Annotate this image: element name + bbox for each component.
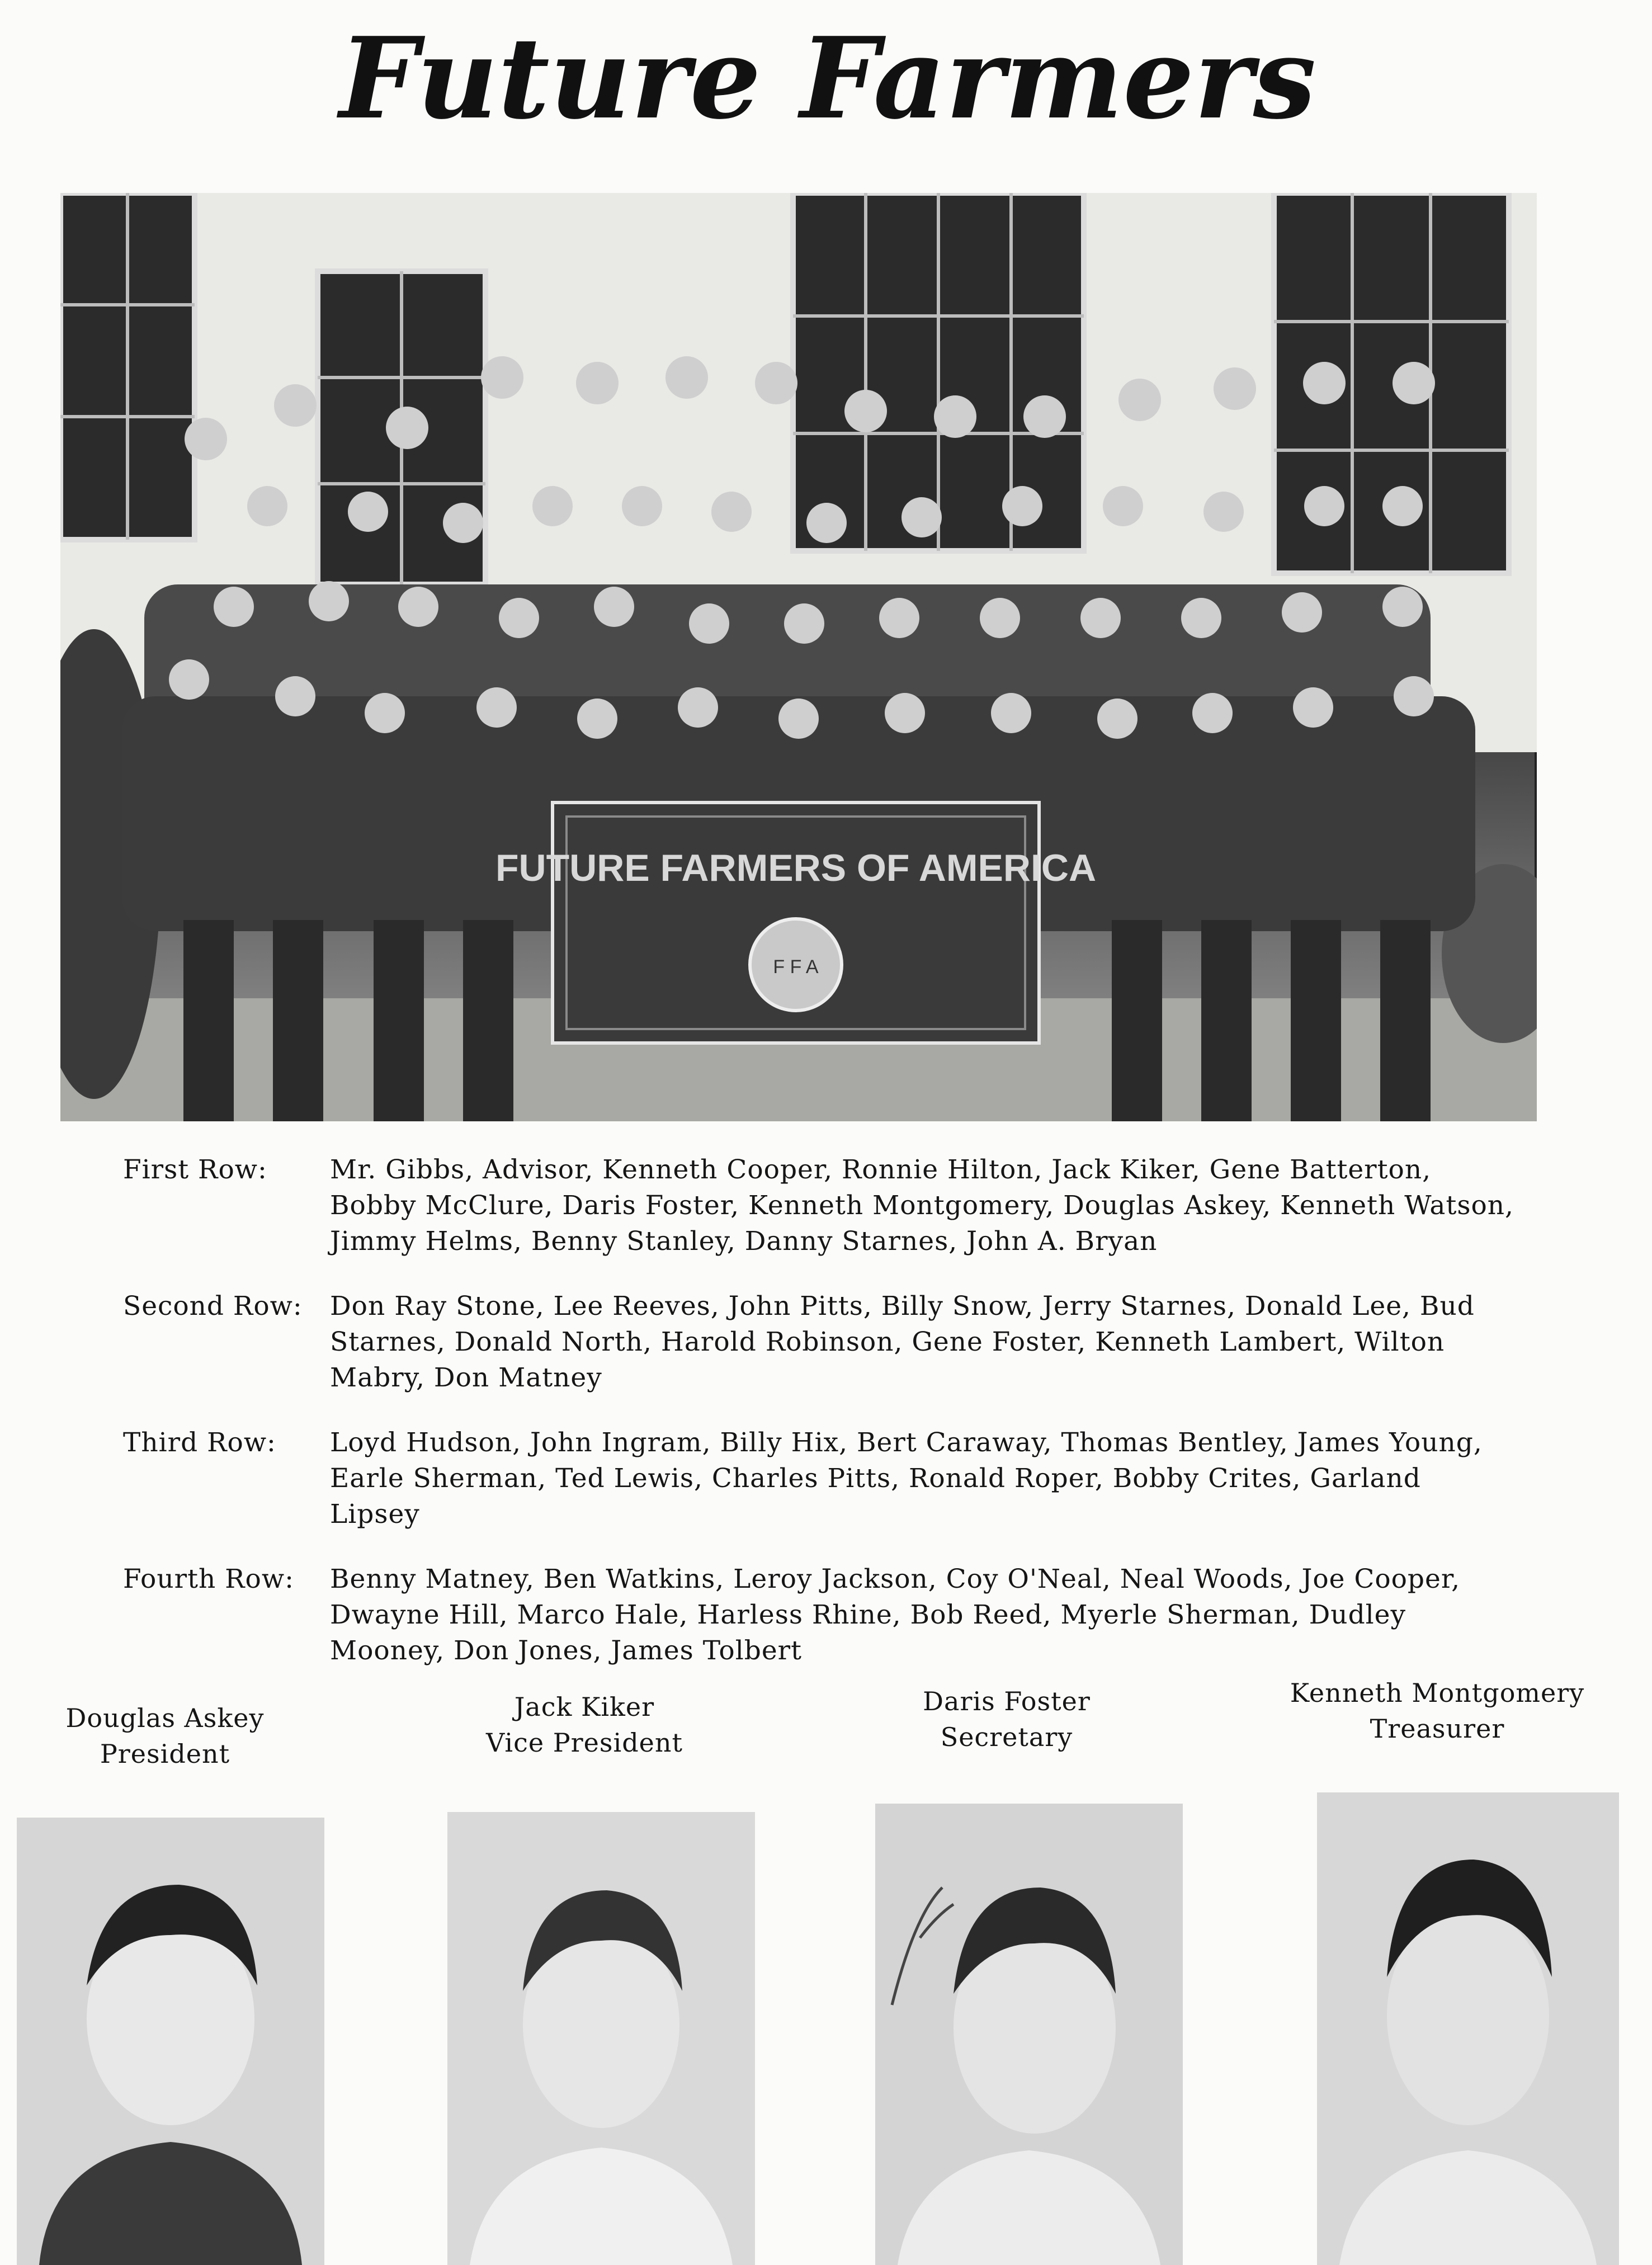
- group-photo: [60, 193, 1537, 1121]
- ffa-emblem: F F A: [773, 956, 819, 978]
- roster-row-names: Loyd Hudson, John Ingram, Billy Hix, Bert Caraway, Thomas Bentley, James Young, Earle Sherman, Ted Lewis, Charles Pitts, Ronald Roper, Bobby Crites, Garland Lipsey: [330, 1427, 1483, 1530]
- roster-row-names: Don Ray Stone, Lee Reeves, John Pitts, Billy Snow, Jerry Starnes, Donald Lee, Bud Starnes, Donald North, Harold Robinson, Gene Foster, Kenneth Lambert, Wilton Mabry, Don Matney: [330, 1291, 1475, 1393]
- roster-row-label: First Row:: [123, 1154, 267, 1185]
- roster-row-fourth: [123, 1561, 1521, 1669]
- portrait-president: [17, 1818, 324, 2265]
- page-title: [0, 11, 1652, 157]
- officer-caption-vice-president: [447, 1689, 721, 1761]
- officer-title: Treasurer: [1370, 1714, 1505, 1744]
- portrait-secretary: [875, 1804, 1183, 2265]
- officer-title: Vice President: [486, 1728, 683, 1758]
- officer-title: Secretary: [940, 1722, 1073, 1752]
- officer-name: Jack Kiker: [514, 1692, 655, 1722]
- roster-row-label: Fourth Row:: [123, 1564, 294, 1594]
- officer-name: Douglas Askey: [65, 1703, 265, 1733]
- roster-row-first: [123, 1152, 1521, 1259]
- officer-name: Daris Foster: [923, 1686, 1091, 1716]
- officer-name: Kenneth Montgomery: [1290, 1678, 1585, 1708]
- portrait-vice-president: [447, 1812, 755, 2265]
- page-title-text: Future Farmers: [339, 13, 1316, 144]
- roster-row-names: Benny Matney, Ben Watkins, Leroy Jackson, Coy O'Neal, Neal Woods, Joe Cooper, Dwayne Hill, Marco Hale, Harless Rhine, Bob Reed, Myerle Sherman, Dudley Mooney, Don Jones, James Tolbert: [330, 1564, 1461, 1666]
- roster-row-third: [123, 1425, 1521, 1532]
- portrait-treasurer: [1317, 1792, 1619, 2265]
- officer-caption-secretary: [872, 1683, 1141, 1755]
- roster-row-label: Third Row:: [123, 1427, 276, 1458]
- officer-caption-treasurer: [1264, 1675, 1611, 1747]
- roster-row-second: [123, 1289, 1521, 1396]
- roster: [123, 1152, 1521, 1698]
- roster-row-names: Mr. Gibbs, Advisor, Kenneth Cooper, Ronnie Hilton, Jack Kiker, Gene Batterton, Bobby McClure, Daris Foster, Kenneth Montgomery, Douglas Askey, Kenneth Watson, Jimmy Helms, Benny Stanley, Danny Starnes, John A. Bryan: [330, 1154, 1514, 1257]
- officer-title: President: [100, 1739, 230, 1769]
- officer-caption-president: [34, 1700, 296, 1772]
- banner-text: FUTURE FARMERS OF AMERICA: [495, 847, 1097, 889]
- roster-row-label: Second Row:: [123, 1291, 303, 1322]
